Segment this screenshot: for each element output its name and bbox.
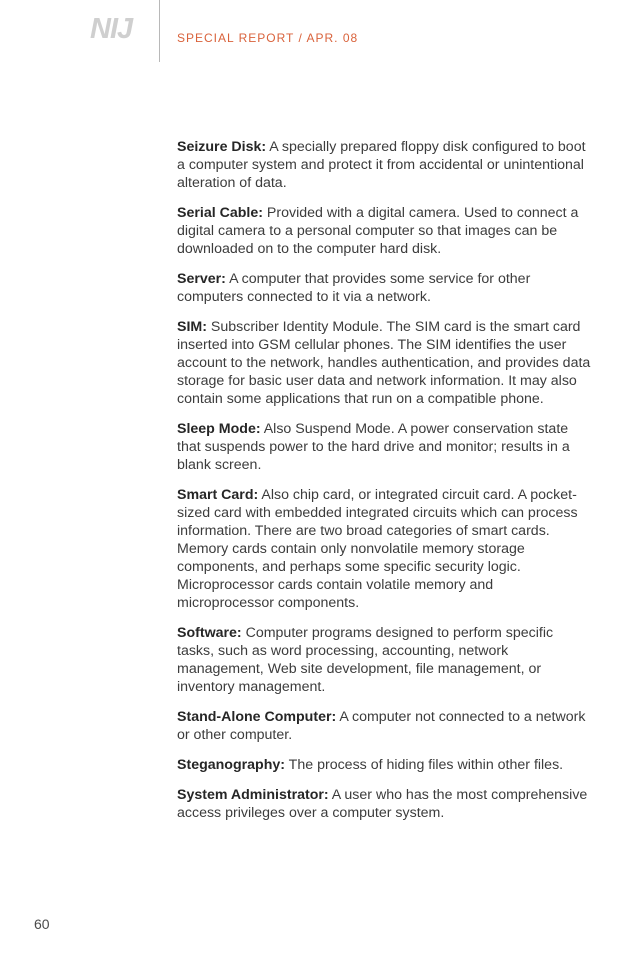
glossary-entry-sim bbox=[177, 318, 592, 408]
glossary-term: Sleep Mode: bbox=[177, 421, 261, 437]
glossary-entry-smart-card bbox=[177, 486, 592, 612]
glossary-entry-steganography bbox=[177, 756, 592, 774]
page-number: 60 bbox=[34, 916, 50, 932]
glossary-entry-software bbox=[177, 624, 592, 696]
page-header bbox=[0, 0, 638, 62]
glossary-term: Software: bbox=[177, 625, 242, 641]
glossary-term: Seizure Disk: bbox=[177, 139, 267, 155]
header-divider bbox=[159, 0, 160, 62]
nij-logo: NIJ bbox=[90, 13, 133, 45]
glossary-term: Server: bbox=[177, 271, 226, 287]
glossary-entry-sleep-mode bbox=[177, 420, 592, 474]
glossary-definition: Also chip card, or integrated circuit card. A pocket-sized card with embedded integrated circuits which can process information. There are two broad categories of smart cards. Memory cards contain only nonvolatile memory storage components, and perhaps some specific security logic. Microprocessor cards contain volatile memory and microprocessor components. bbox=[177, 487, 578, 611]
glossary-definition: Provided with a digital camera. Used to connect a digital camera to a personal computer so that images can be downloaded on to the computer hard disk. bbox=[177, 205, 579, 257]
glossary-definition: A computer not connected to a network or other computer. bbox=[177, 709, 586, 743]
glossary-entry-stand-alone-computer bbox=[177, 708, 592, 744]
glossary-term: System Administrator: bbox=[177, 787, 329, 803]
glossary-entry-seizure-disk bbox=[177, 138, 592, 192]
glossary-term: Stand-Alone Computer: bbox=[177, 709, 337, 725]
glossary-term: Smart Card: bbox=[177, 487, 259, 503]
glossary-definition: A user who has the most comprehensive access privileges over a computer system. bbox=[177, 787, 588, 821]
glossary-definition: A computer that provides some service for other computers connected to it via a network. bbox=[177, 271, 531, 305]
glossary-definition: The process of hiding files within other files. bbox=[285, 757, 564, 773]
glossary-term: SIM: bbox=[177, 319, 207, 335]
glossary-definition: A specially prepared floppy disk configured to boot a computer system and protect it from accidental or unintentional alteration of data. bbox=[177, 139, 586, 191]
glossary-content bbox=[177, 138, 592, 834]
glossary-definition: Computer programs designed to perform specific tasks, such as word processing, accounting, network management, Web site development, file management, or inventory management. bbox=[177, 625, 554, 695]
report-title: SPECIAL REPORT / APR. 08 bbox=[177, 31, 359, 45]
glossary-entry-system-administrator bbox=[177, 786, 592, 822]
glossary-definition: Subscriber Identity Module. The SIM card is the smart card inserted into GSM cellular phones. The SIM identifies the user account to the network, handles authentication, and provides data storage for basic user data and network information. It may also contain some applications that run on a compatible phone. bbox=[177, 319, 591, 407]
glossary-term: Serial Cable: bbox=[177, 205, 263, 221]
glossary-entry-serial-cable bbox=[177, 204, 592, 258]
glossary-definition: Also Suspend Mode. A power conservation state that suspends power to the hard drive and monitor; results in a blank screen. bbox=[177, 421, 570, 473]
glossary-term: Steganography: bbox=[177, 757, 285, 773]
glossary-entry-server bbox=[177, 270, 592, 306]
